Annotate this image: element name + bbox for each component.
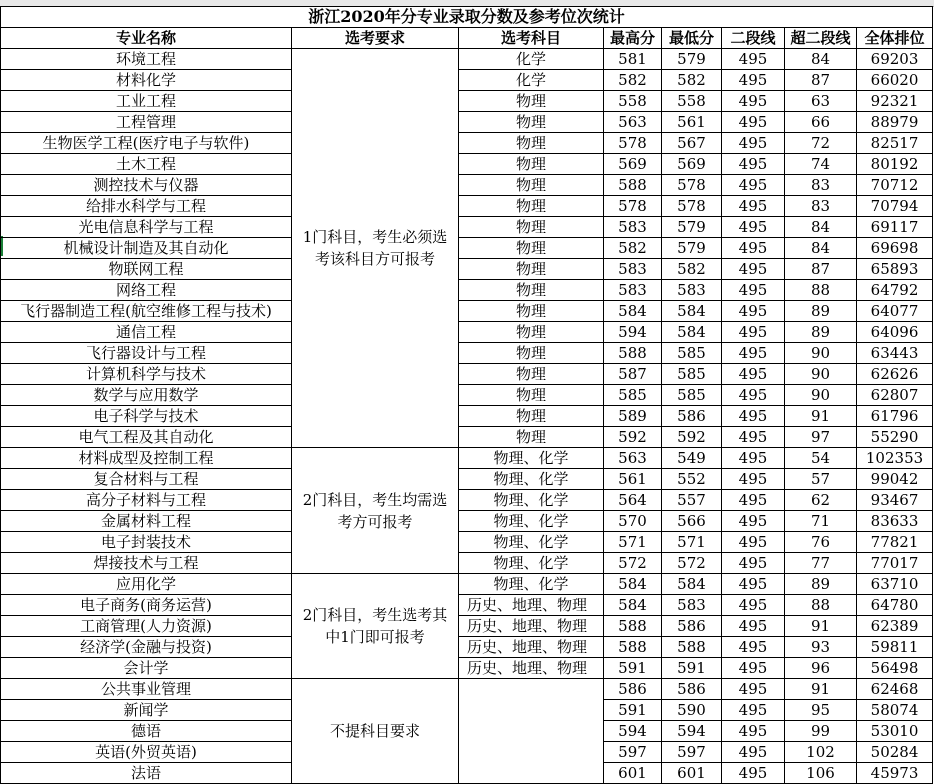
- admission-score-table: [0, 6, 933, 784]
- cell-max-score[interactable]: 563: [604, 448, 662, 469]
- cell-second-line[interactable]: 495: [722, 301, 785, 322]
- table-row: [1, 49, 933, 70]
- cell-over-second-line[interactable]: 88: [785, 280, 857, 301]
- cell-min-score[interactable]: 586: [662, 616, 722, 637]
- table-row: [1, 217, 933, 238]
- cell-major[interactable]: 物联网工程: [1, 259, 292, 280]
- cell-second-line[interactable]: 495: [722, 448, 785, 469]
- cell-over-second-line[interactable]: 77: [785, 553, 857, 574]
- cell-subject[interactable]: 物理、化学: [459, 448, 604, 469]
- cell-major[interactable]: 新闻学: [1, 700, 292, 721]
- cell-max-score[interactable]: 571: [604, 532, 662, 553]
- cell-min-score[interactable]: 590: [662, 700, 722, 721]
- table-row: [1, 91, 933, 112]
- cell-max-score[interactable]: 581: [604, 49, 662, 70]
- cell-overall-rank[interactable]: 70712: [857, 175, 933, 196]
- header-overall-rank: 全体排位: [857, 28, 933, 49]
- cell-over-second-line[interactable]: 84: [785, 217, 857, 238]
- cell-overall-rank[interactable]: 62626: [857, 364, 933, 385]
- cell-min-score[interactable]: 572: [662, 553, 722, 574]
- table-row: [1, 196, 933, 217]
- cell-overall-rank[interactable]: 50284: [857, 742, 933, 763]
- cell-overall-rank[interactable]: 93467: [857, 490, 933, 511]
- table-row: [1, 259, 933, 280]
- cell-max-score[interactable]: 588: [604, 616, 662, 637]
- table-row: [1, 490, 933, 511]
- cell-min-score[interactable]: 552: [662, 469, 722, 490]
- cell-second-line[interactable]: 495: [722, 595, 785, 616]
- cell-over-second-line[interactable]: 95: [785, 700, 857, 721]
- cell-major[interactable]: 经济学(金融与投资): [1, 637, 292, 658]
- table-row: [1, 658, 933, 679]
- header-min-score: 最低分: [662, 28, 722, 49]
- cell-second-line[interactable]: 495: [722, 763, 785, 784]
- cell-second-line[interactable]: 495: [722, 217, 785, 238]
- cell-second-line[interactable]: 495: [722, 406, 785, 427]
- cell-overall-rank[interactable]: 62807: [857, 385, 933, 406]
- cell-min-score[interactable]: 582: [662, 70, 722, 91]
- cell-subject[interactable]: 物理: [459, 217, 604, 238]
- cell-min-score[interactable]: 566: [662, 511, 722, 532]
- cell-overall-rank[interactable]: 64780: [857, 595, 933, 616]
- cell-over-second-line[interactable]: 97: [785, 427, 857, 448]
- cell-second-line[interactable]: 495: [722, 133, 785, 154]
- cell-second-line[interactable]: 495: [722, 91, 785, 112]
- cell-min-score[interactable]: 597: [662, 742, 722, 763]
- cell-subject[interactable]: 物理: [459, 301, 604, 322]
- cell-major[interactable]: 材料成型及控制工程: [1, 448, 292, 469]
- cell-overall-rank[interactable]: 61796: [857, 406, 933, 427]
- cell-min-score[interactable]: 586: [662, 406, 722, 427]
- cell-subject[interactable]: 物理: [459, 196, 604, 217]
- cell-subject[interactable]: 物理: [459, 385, 604, 406]
- cell-over-second-line[interactable]: 57: [785, 469, 857, 490]
- cell-second-line[interactable]: 495: [722, 679, 785, 700]
- cell-over-second-line[interactable]: 83: [785, 175, 857, 196]
- cell-overall-rank[interactable]: 65893: [857, 259, 933, 280]
- cell-min-score[interactable]: 561: [662, 112, 722, 133]
- cell-subject[interactable]: 物理: [459, 238, 604, 259]
- cell-over-second-line[interactable]: 96: [785, 658, 857, 679]
- cell-max-score[interactable]: 572: [604, 553, 662, 574]
- cell-subject[interactable]: 物理: [459, 280, 604, 301]
- cell-second-line[interactable]: 495: [722, 196, 785, 217]
- cell-major[interactable]: 工商管理(人力资源): [1, 616, 292, 637]
- cell-max-score[interactable]: 578: [604, 133, 662, 154]
- table-row: [1, 175, 933, 196]
- cell-major[interactable]: 机械设计制造及其自动化: [1, 238, 292, 259]
- cell-second-line[interactable]: 495: [722, 658, 785, 679]
- cell-over-second-line[interactable]: 91: [785, 679, 857, 700]
- cell-min-score[interactable]: 583: [662, 595, 722, 616]
- cell-min-score[interactable]: 569: [662, 154, 722, 175]
- cell-second-line[interactable]: 495: [722, 154, 785, 175]
- cell-min-score[interactable]: 579: [662, 49, 722, 70]
- cell-major[interactable]: 法语: [1, 763, 292, 784]
- table-row: [1, 322, 933, 343]
- cell-overall-rank[interactable]: 58074: [857, 700, 933, 721]
- table-row: [1, 406, 933, 427]
- cell-overall-rank[interactable]: 102353: [857, 448, 933, 469]
- cell-over-second-line[interactable]: 71: [785, 511, 857, 532]
- cell-min-score[interactable]: 567: [662, 133, 722, 154]
- cell-second-line[interactable]: 495: [722, 490, 785, 511]
- table-row: [1, 238, 933, 259]
- table-row: [1, 343, 933, 364]
- cell-major[interactable]: 数学与应用数学: [1, 385, 292, 406]
- cell-max-score[interactable]: 588: [604, 637, 662, 658]
- cell-subject[interactable]: 物理: [459, 343, 604, 364]
- cell-subject[interactable]: 物理: [459, 112, 604, 133]
- cell-overall-rank[interactable]: 56498: [857, 658, 933, 679]
- cell-second-line[interactable]: 495: [722, 553, 785, 574]
- cell-min-score[interactable]: 557: [662, 490, 722, 511]
- cell-subject[interactable]: 物理: [459, 259, 604, 280]
- cell-second-line[interactable]: 495: [722, 721, 785, 742]
- cell-overall-rank[interactable]: 80192: [857, 154, 933, 175]
- cell-subject[interactable]: 历史、地理、物理: [459, 616, 604, 637]
- table-row: [1, 511, 933, 532]
- cell-major[interactable]: 英语(外贸英语): [1, 742, 292, 763]
- table-row: [1, 469, 933, 490]
- cell-major[interactable]: 应用化学: [1, 574, 292, 595]
- cell-overall-rank[interactable]: 88979: [857, 112, 933, 133]
- cell-min-score[interactable]: 584: [662, 301, 722, 322]
- cell-overall-rank[interactable]: 59811: [857, 637, 933, 658]
- table-row: [1, 616, 933, 637]
- cell-subject[interactable]: 历史、地理、物理: [459, 595, 604, 616]
- cell-second-line[interactable]: 495: [722, 280, 785, 301]
- cell-max-score[interactable]: 570: [604, 511, 662, 532]
- cell-over-second-line[interactable]: 90: [785, 385, 857, 406]
- cell-overall-rank[interactable]: 63443: [857, 343, 933, 364]
- cell-second-line[interactable]: 495: [722, 616, 785, 637]
- cell-second-line[interactable]: 495: [722, 427, 785, 448]
- cell-max-score[interactable]: 583: [604, 280, 662, 301]
- table-row: [1, 364, 933, 385]
- cell-over-second-line[interactable]: 83: [785, 196, 857, 217]
- cell-max-score[interactable]: 591: [604, 658, 662, 679]
- cell-major[interactable]: 焊接技术与工程: [1, 553, 292, 574]
- cell-subject[interactable]: 历史、地理、物理: [459, 637, 604, 658]
- cell-major[interactable]: 计算机科学与技术: [1, 364, 292, 385]
- table-row: [1, 448, 933, 469]
- cell-overall-rank[interactable]: 70794: [857, 196, 933, 217]
- cell-min-score[interactable]: 582: [662, 259, 722, 280]
- cell-major[interactable]: 金属材料工程: [1, 511, 292, 532]
- cell-over-second-line[interactable]: 72: [785, 133, 857, 154]
- cell-overall-rank[interactable]: 64077: [857, 301, 933, 322]
- cell-second-line[interactable]: 495: [722, 574, 785, 595]
- cell-min-score[interactable]: 585: [662, 343, 722, 364]
- cell-major[interactable]: 给排水科学与工程: [1, 196, 292, 217]
- table-row: [1, 679, 933, 700]
- table-row: [1, 301, 933, 322]
- cell-min-score[interactable]: 592: [662, 427, 722, 448]
- cell-max-score[interactable]: 584: [604, 574, 662, 595]
- cell-major[interactable]: 电子封装技术: [1, 532, 292, 553]
- cell-over-second-line[interactable]: 88: [785, 595, 857, 616]
- table-row: [1, 637, 933, 658]
- cell-min-score[interactable]: 591: [662, 658, 722, 679]
- cell-major[interactable]: 德语: [1, 721, 292, 742]
- cell-requirement[interactable]: 1门科目，考生必须选考该科目方可报考: [292, 49, 459, 448]
- table-row: [1, 385, 933, 406]
- cell-max-score[interactable]: 561: [604, 469, 662, 490]
- cell-requirement[interactable]: 不提科目要求: [292, 679, 459, 784]
- cell-min-score[interactable]: 584: [662, 574, 722, 595]
- cell-over-second-line[interactable]: 76: [785, 532, 857, 553]
- table-row: [1, 427, 933, 448]
- cell-overall-rank[interactable]: 82517: [857, 133, 933, 154]
- header-second-line: 二段线: [722, 28, 785, 49]
- cell-subject[interactable]: 物理: [459, 154, 604, 175]
- cell-second-line[interactable]: 495: [722, 70, 785, 91]
- cell-over-second-line[interactable]: 66: [785, 112, 857, 133]
- cell-second-line[interactable]: 495: [722, 742, 785, 763]
- cell-major[interactable]: 测控技术与仪器: [1, 175, 292, 196]
- cell-max-score[interactable]: 588: [604, 175, 662, 196]
- cell-max-score[interactable]: 558: [604, 91, 662, 112]
- cell-overall-rank[interactable]: 63710: [857, 574, 933, 595]
- cell-major[interactable]: 土木工程: [1, 154, 292, 175]
- cell-overall-rank[interactable]: 64096: [857, 322, 933, 343]
- cell-subject[interactable]: [459, 679, 604, 784]
- cell-major[interactable]: 会计学: [1, 658, 292, 679]
- cell-major[interactable]: 网络工程: [1, 280, 292, 301]
- cell-min-score[interactable]: 594: [662, 721, 722, 742]
- table-row: [1, 574, 933, 595]
- cell-overall-rank[interactable]: 77017: [857, 553, 933, 574]
- cell-major[interactable]: 飞行器设计与工程: [1, 343, 292, 364]
- cell-min-score[interactable]: 579: [662, 217, 722, 238]
- cell-max-score[interactable]: 584: [604, 301, 662, 322]
- cell-major[interactable]: 工程管理: [1, 112, 292, 133]
- cell-second-line[interactable]: 495: [722, 175, 785, 196]
- table-row: [1, 532, 933, 553]
- cell-overall-rank[interactable]: 69203: [857, 49, 933, 70]
- cell-min-score[interactable]: 571: [662, 532, 722, 553]
- cell-subject[interactable]: 物理: [459, 427, 604, 448]
- cell-over-second-line[interactable]: 90: [785, 343, 857, 364]
- cell-max-score[interactable]: 569: [604, 154, 662, 175]
- cell-over-second-line[interactable]: 84: [785, 49, 857, 70]
- table-row: [1, 553, 933, 574]
- cell-second-line[interactable]: 495: [722, 343, 785, 364]
- cell-min-score[interactable]: 586: [662, 679, 722, 700]
- cell-subject[interactable]: 物理: [459, 364, 604, 385]
- cell-min-score[interactable]: 588: [662, 637, 722, 658]
- cell-max-score[interactable]: 588: [604, 343, 662, 364]
- cell-over-second-line[interactable]: 89: [785, 301, 857, 322]
- header-major: 专业名称: [1, 28, 292, 49]
- cell-subject[interactable]: 物理、化学: [459, 490, 604, 511]
- cell-major[interactable]: 电子科学与技术: [1, 406, 292, 427]
- cell-over-second-line[interactable]: 90: [785, 364, 857, 385]
- cell-over-second-line[interactable]: 87: [785, 70, 857, 91]
- cell-subject[interactable]: 物理、化学: [459, 511, 604, 532]
- cell-min-score[interactable]: 558: [662, 91, 722, 112]
- header-requirement: 选考要求: [292, 28, 459, 49]
- cell-max-score[interactable]: 592: [604, 427, 662, 448]
- cell-major[interactable]: 通信工程: [1, 322, 292, 343]
- cell-max-score[interactable]: 594: [604, 322, 662, 343]
- cell-min-score[interactable]: 585: [662, 364, 722, 385]
- cell-overall-rank[interactable]: 45973: [857, 763, 933, 784]
- cell-overall-rank[interactable]: 77821: [857, 532, 933, 553]
- cell-max-score[interactable]: 585: [604, 385, 662, 406]
- cell-overall-rank[interactable]: 69698: [857, 238, 933, 259]
- cell-over-second-line[interactable]: 89: [785, 322, 857, 343]
- cell-major[interactable]: 高分子材料与工程: [1, 490, 292, 511]
- cell-min-score[interactable]: 578: [662, 196, 722, 217]
- cell-second-line[interactable]: 495: [722, 511, 785, 532]
- cell-max-score[interactable]: 582: [604, 70, 662, 91]
- cell-overall-rank[interactable]: 62468: [857, 679, 933, 700]
- cell-overall-rank[interactable]: 66020: [857, 70, 933, 91]
- cell-max-score[interactable]: 564: [604, 490, 662, 511]
- cell-max-score[interactable]: 583: [604, 217, 662, 238]
- table-title: 浙江2020年分专业录取分数及参考位次统计: [1, 7, 933, 28]
- cell-subject[interactable]: 历史、地理、物理: [459, 658, 604, 679]
- cell-second-line[interactable]: 495: [722, 322, 785, 343]
- table-row: [1, 154, 933, 175]
- cell-major[interactable]: 复合材料与工程: [1, 469, 292, 490]
- cell-max-score[interactable]: 584: [604, 595, 662, 616]
- cell-overall-rank[interactable]: 99042: [857, 469, 933, 490]
- cell-max-score[interactable]: 594: [604, 721, 662, 742]
- cell-overall-rank[interactable]: 55290: [857, 427, 933, 448]
- cell-over-second-line[interactable]: 106: [785, 763, 857, 784]
- cell-subject[interactable]: 物理: [459, 175, 604, 196]
- cell-second-line[interactable]: 495: [722, 238, 785, 259]
- cell-overall-rank[interactable]: 83633: [857, 511, 933, 532]
- cell-over-second-line[interactable]: 102: [785, 742, 857, 763]
- cell-major[interactable]: 生物医学工程(医疗电子与软件): [1, 133, 292, 154]
- cell-major[interactable]: 环境工程: [1, 49, 292, 70]
- title-row: [1, 7, 933, 28]
- cell-over-second-line[interactable]: 91: [785, 616, 857, 637]
- cell-max-score[interactable]: 578: [604, 196, 662, 217]
- cell-second-line[interactable]: 495: [722, 259, 785, 280]
- cell-min-score[interactable]: 583: [662, 280, 722, 301]
- header-max-score: 最高分: [604, 28, 662, 49]
- cell-max-score[interactable]: 601: [604, 763, 662, 784]
- cell-over-second-line[interactable]: 87: [785, 259, 857, 280]
- header-over-second-line: 超二段线: [785, 28, 857, 49]
- cell-subject[interactable]: 物理、化学: [459, 553, 604, 574]
- cell-subject[interactable]: 物理: [459, 322, 604, 343]
- cell-over-second-line[interactable]: 84: [785, 238, 857, 259]
- cell-max-score[interactable]: 597: [604, 742, 662, 763]
- cell-max-score[interactable]: 591: [604, 700, 662, 721]
- cell-major[interactable]: 公共事业管理: [1, 679, 292, 700]
- cell-second-line[interactable]: 495: [722, 112, 785, 133]
- cell-second-line[interactable]: 495: [722, 364, 785, 385]
- cell-over-second-line[interactable]: 93: [785, 637, 857, 658]
- table-row: [1, 595, 933, 616]
- cell-overall-rank[interactable]: 62389: [857, 616, 933, 637]
- cell-major[interactable]: 工业工程: [1, 91, 292, 112]
- cell-min-score[interactable]: 549: [662, 448, 722, 469]
- cell-subject[interactable]: 物理: [459, 133, 604, 154]
- cell-over-second-line[interactable]: 62: [785, 490, 857, 511]
- header-row: [1, 28, 933, 49]
- cell-min-score[interactable]: 584: [662, 322, 722, 343]
- cell-overall-rank[interactable]: 53010: [857, 721, 933, 742]
- cell-min-score[interactable]: 585: [662, 385, 722, 406]
- cell-subject[interactable]: 物理、化学: [459, 574, 604, 595]
- cell-major[interactable]: 电子商务(商务运营): [1, 595, 292, 616]
- cell-requirement[interactable]: 2门科目，考生选考其中1门即可报考: [292, 574, 459, 679]
- cell-min-score[interactable]: 579: [662, 238, 722, 259]
- cell-overall-rank[interactable]: 69117: [857, 217, 933, 238]
- cell-over-second-line[interactable]: 91: [785, 406, 857, 427]
- cell-subject[interactable]: 物理: [459, 406, 604, 427]
- cell-over-second-line[interactable]: 54: [785, 448, 857, 469]
- cell-overall-rank[interactable]: 64792: [857, 280, 933, 301]
- cell-max-score[interactable]: 563: [604, 112, 662, 133]
- header-subject: 选考科目: [459, 28, 604, 49]
- cell-second-line[interactable]: 495: [722, 469, 785, 490]
- cell-max-score[interactable]: 587: [604, 364, 662, 385]
- table-row: [1, 70, 933, 91]
- table-row: [1, 280, 933, 301]
- cell-max-score[interactable]: 583: [604, 259, 662, 280]
- cell-overall-rank[interactable]: 92321: [857, 91, 933, 112]
- cell-max-score[interactable]: 589: [604, 406, 662, 427]
- cell-over-second-line[interactable]: 89: [785, 574, 857, 595]
- cell-subject[interactable]: 物理、化学: [459, 469, 604, 490]
- table-row: [1, 112, 933, 133]
- cell-major[interactable]: 材料化学: [1, 70, 292, 91]
- cell-major[interactable]: 飞行器制造工程(航空维修工程与技术): [1, 301, 292, 322]
- cell-major[interactable]: 电气工程及其自动化: [1, 427, 292, 448]
- cell-second-line[interactable]: 495: [722, 49, 785, 70]
- cell-major[interactable]: 光电信息科学与工程: [1, 217, 292, 238]
- table-row: [1, 133, 933, 154]
- cell-subject[interactable]: 物理: [459, 91, 604, 112]
- cell-max-score[interactable]: 582: [604, 238, 662, 259]
- cell-min-score[interactable]: 601: [662, 763, 722, 784]
- cell-subject[interactable]: 化学: [459, 70, 604, 91]
- cell-subject[interactable]: 化学: [459, 49, 604, 70]
- cell-max-score[interactable]: 586: [604, 679, 662, 700]
- cell-subject[interactable]: 物理、化学: [459, 532, 604, 553]
- cell-second-line[interactable]: 495: [722, 532, 785, 553]
- cell-over-second-line[interactable]: 63: [785, 91, 857, 112]
- cell-over-second-line[interactable]: 99: [785, 721, 857, 742]
- cell-second-line[interactable]: 495: [722, 637, 785, 658]
- cell-second-line[interactable]: 495: [722, 385, 785, 406]
- cell-over-second-line[interactable]: 74: [785, 154, 857, 175]
- cell-min-score[interactable]: 578: [662, 175, 722, 196]
- cell-second-line[interactable]: 495: [722, 700, 785, 721]
- cell-requirement[interactable]: 2门科目，考生均需选考方可报考: [292, 448, 459, 574]
